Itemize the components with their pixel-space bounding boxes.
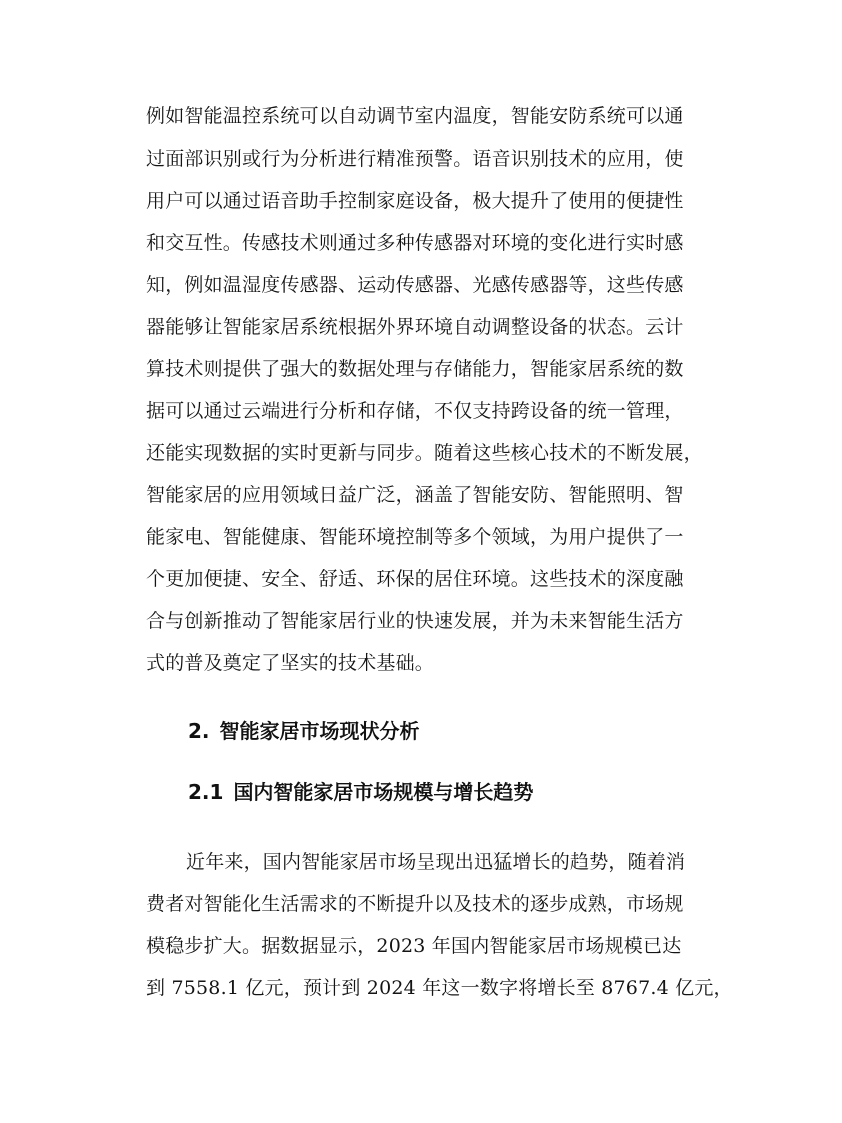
paragraph-line: 式的普及奠定了坚实的技术基础。 (146, 652, 435, 674)
section-number: 2. (188, 719, 210, 743)
paragraph-line: 智能家居的应用领域日益广泛，涵盖了智能安防、智能照明、智 (146, 484, 684, 506)
paragraph-line: 例如智能温控系统可以自动调节室内温度，智能安防系统可以通 (146, 105, 684, 127)
paragraph-line: 用户可以通过语音助手控制家庭设备，极大提升了使用的便捷性 (146, 190, 684, 212)
paragraph-line: 近年来，国内智能家居市场呈现出迅猛增长的趋势，随着消 (186, 851, 686, 873)
paragraph-line: 合与创新推动了智能家居行业的快速发展，并为未来智能生活方 (146, 610, 684, 632)
paragraph-line: 模稳步扩大。据数据显示，2023 年国内智能家居市场规模已达 (146, 935, 682, 957)
section-title: 智能家居市场现状分析 (219, 719, 420, 743)
paragraph-line: 到 7558.1 亿元，预计到 2024 年这一数字将增长至 8767.4 亿元， (146, 977, 733, 999)
paragraph-line: 算技术则提供了强大的数据处理与存储能力，智能家居系统的数 (146, 358, 684, 380)
paragraph-line: 费者对智能化生活需求的不断提升以及技术的逐步成熟，市场规 (146, 893, 684, 915)
paragraph-line: 和交互性。传感技术则通过多种传感器对环境的变化进行实时感 (146, 232, 684, 254)
section-heading-2 (188, 718, 420, 744)
section-heading-2-1 (188, 779, 533, 805)
paragraph-line: 个更加便捷、安全、舒适、环保的居住环境。这些技术的深度融 (146, 568, 684, 590)
paragraph-line: 能家电、智能健康、智能环境控制等多个领域，为用户提供了一 (146, 526, 684, 548)
paragraph-line: 过面部识别或行为分析进行精准预警。语音识别技术的应用，使 (146, 148, 684, 170)
section-number: 2.1 (188, 780, 224, 804)
section-title: 国内智能家居市场规模与增长趋势 (233, 780, 534, 804)
paragraph-line: 据可以通过云端进行分析和存储，不仅支持跨设备的统一管理， (146, 400, 684, 422)
paragraph-line: 还能实现数据的实时更新与同步。随着这些核心技术的不断发展， (146, 442, 703, 464)
paragraph-line: 知，例如温湿度传感器、运动传感器、光感传感器等，这些传感 (146, 274, 684, 296)
paragraph-line: 器能够让智能家居系统根据外界环境自动调整设备的状态。云计 (146, 316, 684, 338)
